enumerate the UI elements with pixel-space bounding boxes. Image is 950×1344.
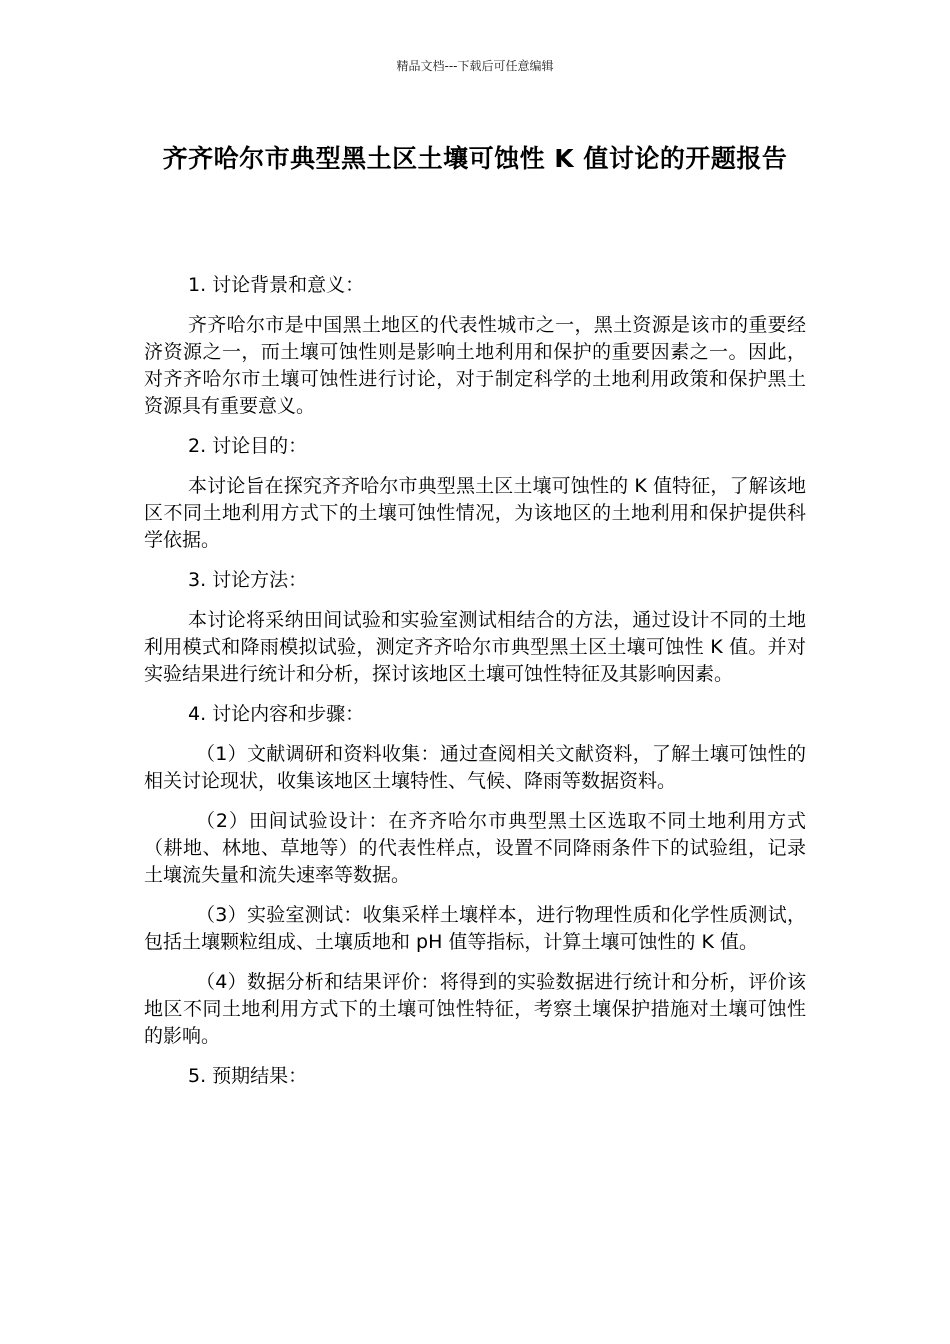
section-paragraph-method: 本讨论将采纳田间试验和实验室测试相结合的方法，通过设计不同的土地利用模式和降雨模拟试验，测定齐齐哈尔市典型黑土区土壤可蚀性 K 值。并对实验结果进行统计和分析，探讨该地区土壤可蚀性特征及其影响因素。 [144, 609, 806, 685]
header-note: 精品文档---下载后可任意编辑 [396, 59, 554, 73]
section-heading-content-steps: 4. 讨论内容和步骤： [188, 703, 365, 725]
document-title: 齐齐哈尔市典型黑土区土壤可蚀性 K 值讨论的开题报告 [162, 144, 788, 173]
step-item-analysis: （4）数据分析和结果评价：将得到的实验数据进行统计和分析，评价该地区不同土地利用方式下的土壤可蚀性特征，考察土壤保护措施对土壤可蚀性的影响。 [144, 971, 806, 1047]
step-item-lab-test: （3）实验室测试：收集采样土壤样本，进行物理性质和化学性质测试，包括土壤颗粒组成、土壤质地和 pH 值等指标，计算土壤可蚀性的 K 值。 [144, 904, 806, 953]
step-item-literature: （1）文献调研和资料收集：通过查阅相关文献资料，了解土壤可蚀性的相关讨论现状，收集该地区土壤特性、气候、降雨等数据资料。 [144, 743, 806, 792]
section-heading-purpose: 2. 讨论目的： [188, 435, 308, 457]
section-heading-method: 3. 讨论方法： [188, 569, 308, 591]
section-paragraph-purpose: 本讨论旨在探究齐齐哈尔市典型黑土区土壤可蚀性的 K 值特征，了解该地区不同土地利用方式下的土壤可蚀性情况，为该地区的土地利用和保护提供科学依据。 [144, 475, 806, 551]
section-heading-background: 1. 讨论背景和意义： [188, 274, 365, 296]
section-heading-expected-results: 5. 预期结果： [188, 1065, 308, 1087]
section-paragraph-background: 齐齐哈尔市是中国黑土地区的代表性城市之一，黑土资源是该市的重要经济资源之一，而土壤可蚀性则是影响土地利用和保护的重要因素之一。因此，对齐齐哈尔市土壤可蚀性进行讨论，对于制定科学的土地利用政策和保护黑土资源具有重要意义。 [144, 314, 806, 417]
step-item-field-test: （2）田间试验设计：在齐齐哈尔市典型黑土区选取不同土地利用方式（耕地、林地、草地等）的代表性样点，设置不同降雨条件下的试验组，记录土壤流失量和流失速率等数据。 [144, 810, 806, 886]
document-body [144, 272, 806, 1103]
